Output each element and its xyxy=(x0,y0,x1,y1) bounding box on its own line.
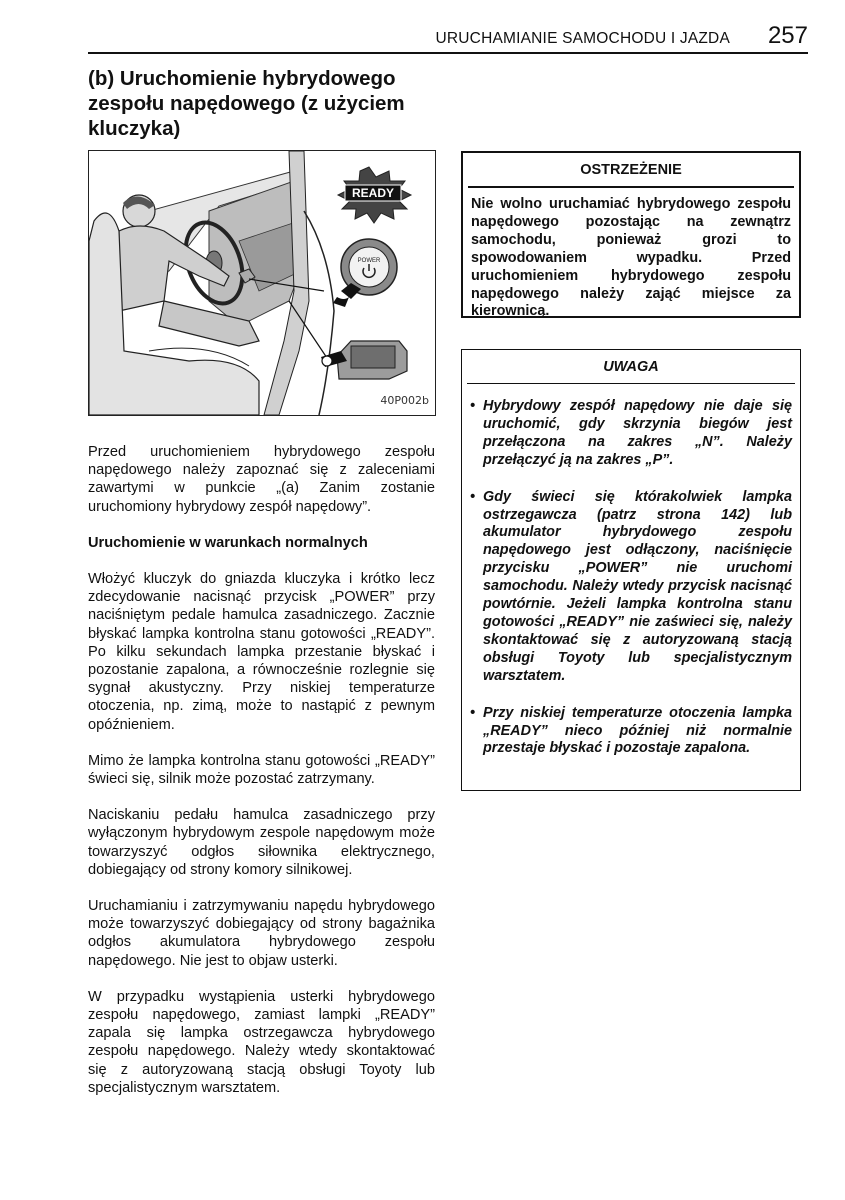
power-button-label: POWER xyxy=(357,258,381,264)
driver-starting-car-drawing xyxy=(89,151,435,415)
note-item-text: Hybrydowy zespół napędowy nie daje się uruchomić, gdy skrzynia biegów jest przełączona na zakres „N”. Należy przełączyć ją na zakres „P”. xyxy=(483,398,792,468)
warning-text: Nie wolno uruchamiać hybrydowego zespołu napędowego pozostając na zewnątrz samochodu, ponieważ grozi to spowodowaniem wypadku. Przed uruchomieniem hybrydowego zespołu napędowego należy zająć miejsce za kierownicą. xyxy=(471,196,791,320)
section-heading: (b) Uruchomienie hybrydowego zespołu napędowego (z użyciem kluczyka) xyxy=(88,67,405,140)
note-item-text: Gdy świeci się którakolwiek lampka ostrzegawcza (patrz strona 142) lub akumulator hybrydowego zespołu napędowego jest odłączony, naciśnięcie przycisku „POWER” nie uruchomi samochodu. Należy wtedy przycisk nacisnąć powtórnie. Jeżeli lampka kontrolna stanu gotowości „READY” nie zaświeci się, należy skontaktować się z autoryzowaną stacją obsługi Toyoty lub specjalistycznym warsztatem. xyxy=(483,488,792,684)
illustration xyxy=(88,150,436,416)
paragraph: Naciskaniu pedału hamulca zasadniczego przy wyłączonym hybrydowym zespole napędowym może towarzyszyć odgłos siłownika elektrycznego, dobiegający od strony komory silnikowej. xyxy=(88,807,435,878)
figure-code: 40P002b xyxy=(380,394,429,407)
note-item xyxy=(470,489,792,686)
bullet-icon: • xyxy=(470,398,476,414)
page-number: 257 xyxy=(767,22,808,49)
page-header xyxy=(88,22,808,54)
paragraph: Włożyć kluczyk do gniazda kluczyka i krótko lecz zdecydowanie nacisnąć przycisk „POWER” przy naciśniętym pedale hamulca zasadniczego. Zacznie błyskać lampka kontrolna stanu gotowości „READY”. Po kilku sekundach lampka przestanie błyskać i pozostanie zapalona, a równocześnie rozlegnie się sygnał akustyczny. Przy niskiej temperaturze otoczenia, np. zimą, może to nastąpić z pewnym opóźnieniem. xyxy=(88,571,435,733)
note-item xyxy=(470,398,792,470)
section-title: URUCHAMIANIE SAMOCHODU I JAZDA xyxy=(435,30,730,47)
paragraph: Uruchamianiu i zatrzymywaniu napędu hybrydowego może towarzyszyć dobiegający od strony bagażnika odgłos akumulatora hybrydowego zespołu napędowego. Nie jest to objaw usterki. xyxy=(88,898,435,969)
paragraph: Mimo że lampka kontrolna stanu gotowości „READY” świeci się, silnik może pozostać zatrzymany. xyxy=(88,752,435,788)
note-item xyxy=(470,705,792,759)
note-heading: UWAGA xyxy=(467,350,795,384)
ready-indicator-label: READY xyxy=(351,186,395,200)
bullet-icon: • xyxy=(470,488,476,505)
subheading: Uruchomienie w warunkach normalnych xyxy=(88,534,368,551)
main-text-column xyxy=(88,443,435,1115)
warning-heading: OSTRZEŻENIE xyxy=(468,153,794,188)
bullet-icon: • xyxy=(470,704,476,721)
note-box xyxy=(461,349,801,791)
note-item-text: Przy niskiej temperaturze otoczenia lampka „READY” nieco później niż normalnie przestaje błyskać i pozostaje zapalona. xyxy=(483,704,792,757)
paragraph: W przypadku wystąpienia usterki hybrydowego zespołu napędowego, zamiast lampki „READY” zapala się lampka ostrzegawcza hybrydowego zespołu napędowego. Należy wtedy skontaktować się z autoryzowaną stacją obsługi Toyoty lub specjalistycznym warsztatem. xyxy=(88,988,435,1096)
note-list xyxy=(462,384,800,758)
warning-box xyxy=(461,151,801,318)
paragraph: Przed uruchomieniem hybrydowego zespołu napędowego należy zapoznać się z zaleceniami zawartymi w punkcie „(a) Zanim zostanie uruchomiony hybrydowy zespół napędowy”. xyxy=(88,444,435,515)
